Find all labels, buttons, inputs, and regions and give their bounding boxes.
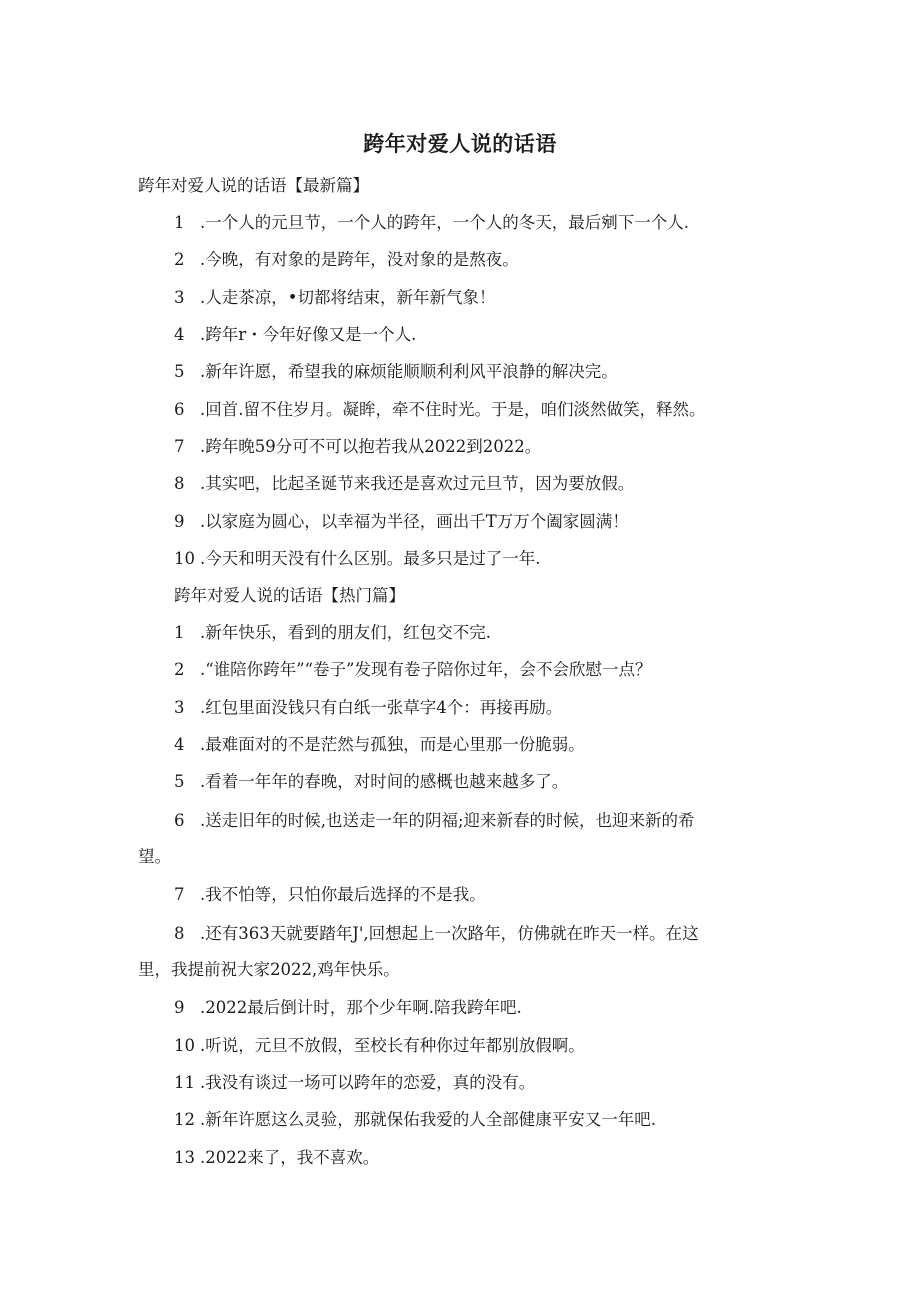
list-item	[174, 771, 568, 793]
list-item	[174, 697, 562, 719]
item-number: 5	[174, 772, 185, 791]
item-text: .2022来了，我不喜欢。	[200, 1148, 380, 1167]
item-text: .听说，元旦不放假，至校长有种你过年都别放假啊。	[200, 1036, 585, 1055]
list-item-continuation: 里，我提前祝大家2022,鸡年快乐。	[138, 960, 400, 979]
item-text: .红包里面没钱只有白纸一张草字4个：再接再励。	[200, 698, 563, 717]
list-item	[174, 511, 629, 533]
list-item	[174, 734, 585, 756]
list-item	[174, 399, 706, 421]
item-number: 10	[174, 1036, 195, 1055]
item-text: .我不怕等，只怕你最后选择的不是我。	[200, 885, 486, 904]
list-item	[174, 923, 699, 945]
item-number: 3	[174, 698, 185, 717]
item-number: 4	[174, 325, 185, 344]
item-number: 11	[174, 1073, 195, 1092]
item-text: .跨年晚59分可不可以抱若我从2022到2022。	[200, 437, 542, 456]
item-number: 13	[174, 1148, 195, 1167]
list-item	[174, 1147, 379, 1169]
list-item	[174, 1035, 585, 1057]
item-text: .最难面对的不是茫然与孤独，而是心里那一份脆弱。	[200, 735, 585, 754]
item-text: .今晚，有对象的是跨年，没对象的是熬夜。	[200, 250, 519, 269]
item-number: 7	[174, 885, 185, 904]
item-number: 1	[174, 213, 185, 232]
list-item-continuation: 望。	[138, 847, 171, 866]
item-number: 9	[174, 998, 185, 1017]
item-number: 6	[174, 400, 185, 419]
item-number: 4	[174, 735, 185, 754]
item-number: 1	[174, 623, 185, 642]
list-item	[174, 997, 522, 1019]
item-text: .新年许愿，希望我的麻烦能顺顺利利风平浪静的解决完。	[200, 362, 618, 381]
item-number: 10	[174, 549, 195, 568]
item-number: 6	[174, 811, 185, 830]
item-number: 12	[174, 1110, 195, 1129]
item-number: 2	[174, 660, 185, 679]
item-text: .我没有谈过一场可以跨年的恋爱，真的没有。	[200, 1073, 536, 1092]
list-item	[174, 249, 519, 271]
list-item	[174, 436, 541, 458]
document-title: 跨年对爱人说的话语	[363, 132, 557, 156]
item-number: 3	[174, 288, 185, 307]
list-item	[174, 659, 652, 681]
item-text: .还有363天就要踏年J',回想起上一次路年，仿佛就在昨天一样。在这	[200, 924, 699, 943]
item-text: .新年快乐，看到的朋友们，红包交不完.	[200, 623, 491, 642]
list-item	[174, 324, 416, 346]
item-text: .跨年r・今年好像又是一个人.	[200, 325, 417, 344]
list-item	[174, 287, 495, 309]
item-text: .送走旧年的时候,也送走一年的阴福;迎来新春的时候，也迎来新的希	[200, 811, 695, 830]
list-item	[174, 1109, 656, 1131]
item-number: 7	[174, 437, 185, 456]
item-number: 8	[174, 474, 185, 493]
list-item	[174, 361, 618, 383]
list-item	[174, 473, 634, 495]
list-item	[174, 1072, 535, 1094]
section-heading-latest: 跨年对爱人说的话语【最新篇】	[138, 176, 369, 195]
item-number: 5	[174, 362, 185, 381]
item-number: 8	[174, 924, 185, 943]
item-number: 9	[174, 512, 185, 531]
list-item	[174, 622, 491, 644]
list-item	[174, 548, 541, 570]
list-item	[174, 884, 486, 906]
item-text: .其实吧，比起圣诞节来我还是喜欢过元旦节，因为要放假。	[200, 474, 635, 493]
list-item	[174, 212, 689, 234]
item-number: 2	[174, 250, 185, 269]
item-text: .今天和明天没有什么区别。最多只是过了一年.	[200, 549, 541, 568]
item-text: .人走茶凉，•切都将结束，新年新气象！	[200, 288, 496, 307]
item-text: .看着一年年的春晚，对时间的感概也越来越多了。	[200, 772, 569, 791]
list-item	[174, 810, 695, 832]
item-text: .“谁陪你跨年”“卷子”发现有卷子陪你过年，会不会欣慰一点？	[200, 660, 652, 679]
item-text: .回首.留不住岁月。凝眸，牵不住时光。于是，咱们淡然做笑，释然。	[200, 400, 706, 419]
item-text: .新年许愿这么灵验，那就保佑我爱的人全部健康平安又一年吧.	[200, 1110, 656, 1129]
item-text: .2022最后倒计时，那个少年啊.陪我跨年吧.	[200, 998, 522, 1017]
item-text: .一个人的元旦节，一个人的跨年，一个人的冬天，最后剜下一个人.	[200, 213, 689, 232]
item-text: .以家庭为圆心，以幸福为半径，画出千T万万个阖家圆满！	[200, 512, 629, 531]
section-heading-popular: 跨年对爱人说的话语【热门篇】	[174, 586, 405, 605]
